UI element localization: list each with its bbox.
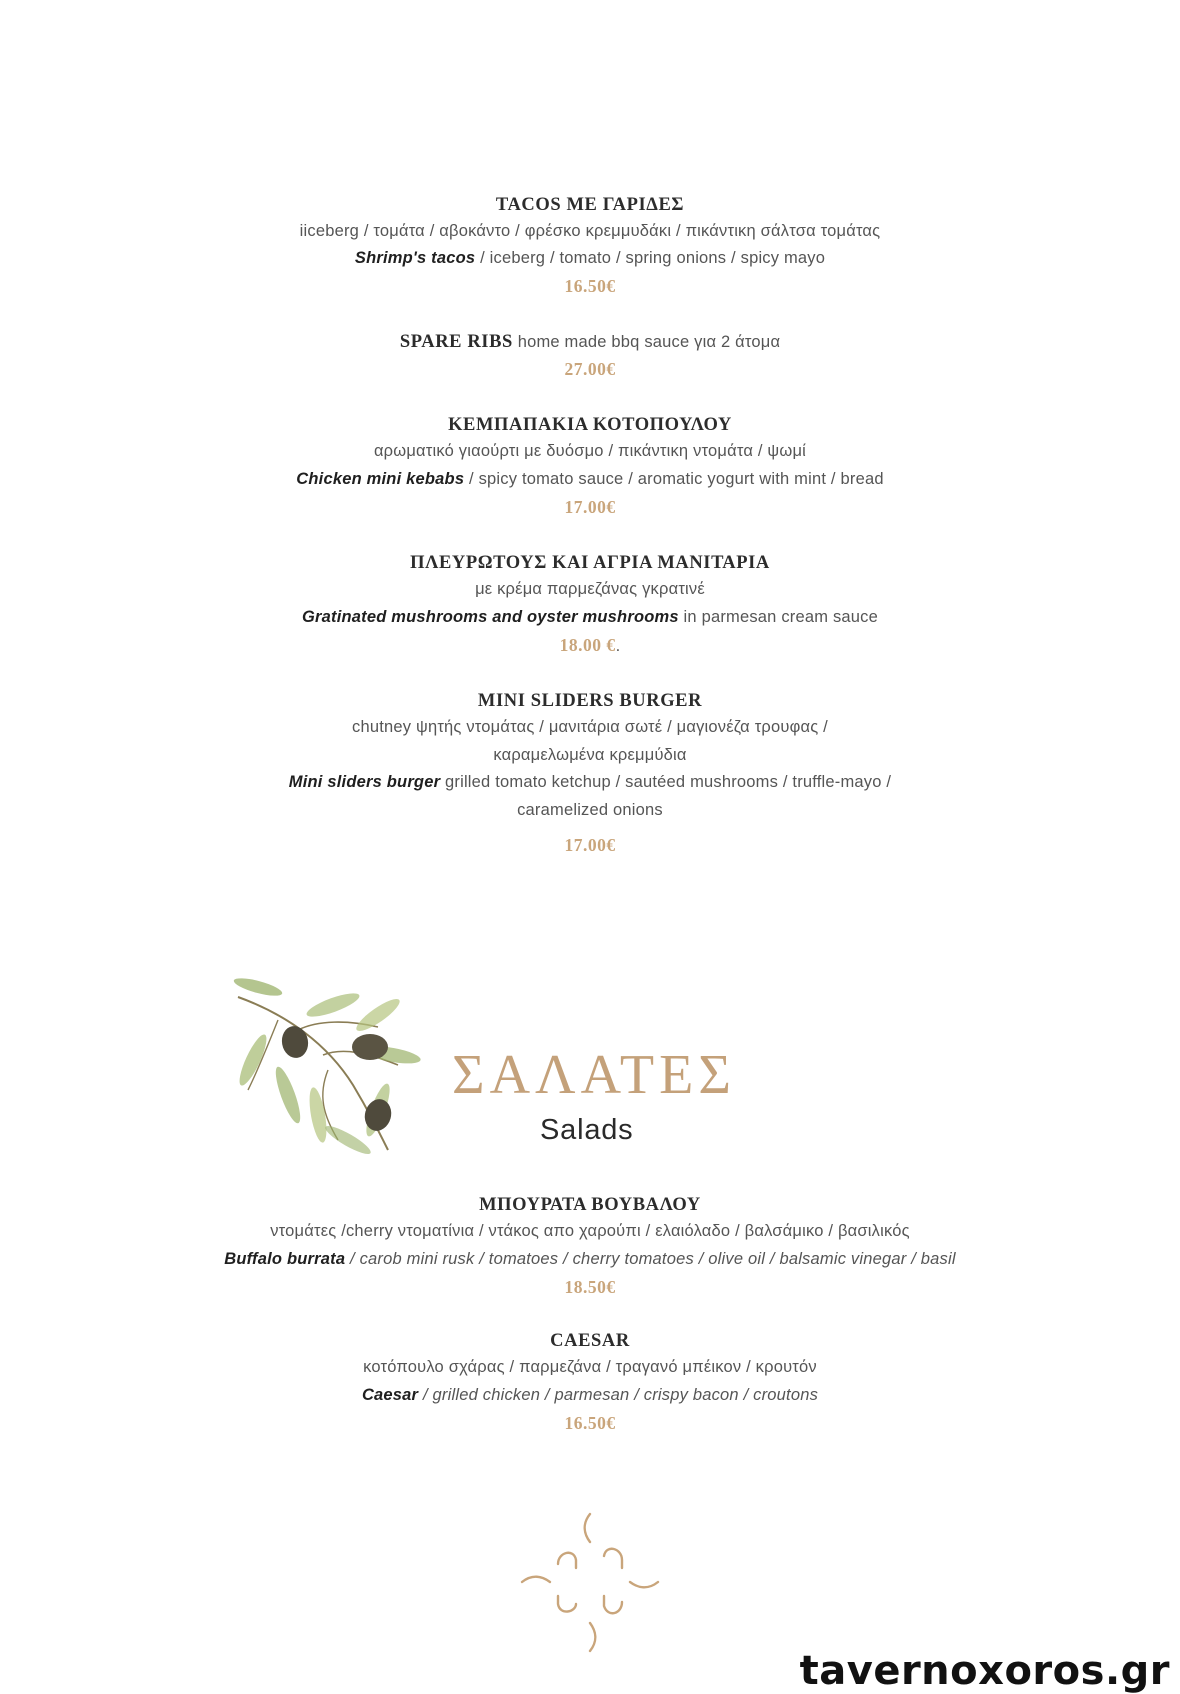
- section-title: ΣΑΛΑΤΕΣ: [452, 1044, 736, 1106]
- dish-english-description: [0, 249, 1180, 268]
- dish-title: ΜΠΟΥΡΑΤΑ ΒΟΥΒΑΛΟΥ: [479, 1195, 701, 1215]
- dish-price: 16.50€: [564, 1413, 616, 1433]
- dish-greek-description: iiceberg / τομάτα / αβοκάντο / φρέσκο κρεμμυδάκι / πικάντικη σάλτσα τομάτας: [299, 222, 881, 240]
- dish-english-description: [0, 1250, 1180, 1269]
- dish-greek-description: με κρέμα παρμεζάνας γκρατινέ: [475, 580, 705, 598]
- price-suffix: .: [615, 637, 621, 655]
- dish-english-description: [0, 773, 1180, 792]
- dish-english-description-continued: caramelized onions: [517, 801, 663, 819]
- dish-price: 17.00€: [564, 497, 616, 517]
- dish-english-name: Gratinated mushrooms and oyster mushrooms: [301, 608, 679, 626]
- dish-price: 18.50€: [564, 1277, 616, 1297]
- dish-english-detail: / grilled chicken / parmesan / crispy bacon / croutons: [418, 1386, 819, 1404]
- dish-greek-description: αρωματικό γιαούρτι με δυόσμο / πικάντικη ντομάτα / ψωμί: [373, 442, 807, 460]
- dish-greek-description: ντομάτες /cherry ντοματίνια / ντάκος απο χαρούπι / ελαιόλαδο / βαλσάμικο / βασιλικός: [270, 1222, 910, 1240]
- dish-title: MINI SLIDERS BURGER: [477, 691, 703, 711]
- dish-price: 16.50€: [564, 276, 616, 296]
- dish-greek-description: κοτόπουλο σχάρας / παρμεζάνα / τραγανό μπέικον / κρουτόν: [363, 1358, 817, 1376]
- dish-english-name: Chicken mini kebabs: [296, 470, 465, 488]
- dish-english-detail: / spicy tomato sauce / aromatic yogurt with mint / bread: [464, 470, 884, 488]
- dish-price: 27.00€: [564, 359, 616, 379]
- dish-english-detail: / iceberg / tomato / spring onions / spicy mayo: [475, 249, 826, 267]
- dish-english-description: [0, 608, 1180, 627]
- dish-inline-row: [0, 332, 1180, 353]
- dish-title: TACOS ΜΕ ΓΑΡΙΔΕΣ: [495, 195, 685, 215]
- dish-title: SPARE RIBS: [399, 332, 513, 352]
- dish-english-name: Shrimp's tacos: [354, 249, 476, 267]
- dish-title: CAESAR: [550, 1331, 630, 1351]
- dish-english-detail: in parmesan cream sauce: [678, 608, 878, 626]
- dish-english-name: Mini sliders burger: [288, 773, 441, 791]
- dish-greek-description: chutney ψητής ντομάτας / μανιτάρια σωτέ / μαγιονέζα τρουφας /: [352, 718, 828, 736]
- section-subtitle: Salads: [540, 1114, 634, 1146]
- dish-price-row: [0, 635, 1180, 656]
- dish-price: 18.00 €: [559, 635, 616, 655]
- dish-english-name: Buffalo burrata: [224, 1250, 346, 1268]
- dish-english-name: Caesar: [361, 1386, 419, 1404]
- dish-greek-description-continued: καραμελωμένα κρεμμύδια: [493, 746, 687, 764]
- dish-price: 17.00€: [564, 835, 616, 855]
- restaurant-monogram-icon: [518, 1510, 662, 1655]
- watermark: tavernoxoros.gr: [799, 1648, 1170, 1694]
- dish-title: ΚΕΜΠΑΠΑΚΙΑ ΚΟΤΟΠΟΥΛΟΥ: [448, 415, 732, 435]
- dish-english-detail: grilled tomato ketchup / sautéed mushrooms / truffle-mayo /: [440, 773, 892, 791]
- dish-title: ΠΛΕΥΡΩΤΟΥΣ ΚΑΙ ΑΓΡΙΑ ΜΑΝΙΤΑΡΙΑ: [410, 553, 770, 573]
- dish-english-description: [0, 470, 1180, 489]
- dish-inline-description: home made bbq sauce για 2 άτομα: [512, 333, 781, 351]
- dish-english-detail: / carob mini rusk / tomatoes / cherry tomatoes / olive oil / balsamic vinegar / basil: [345, 1250, 956, 1268]
- olive-branch-icon: [228, 975, 428, 1155]
- dish-english-description: [0, 1386, 1180, 1405]
